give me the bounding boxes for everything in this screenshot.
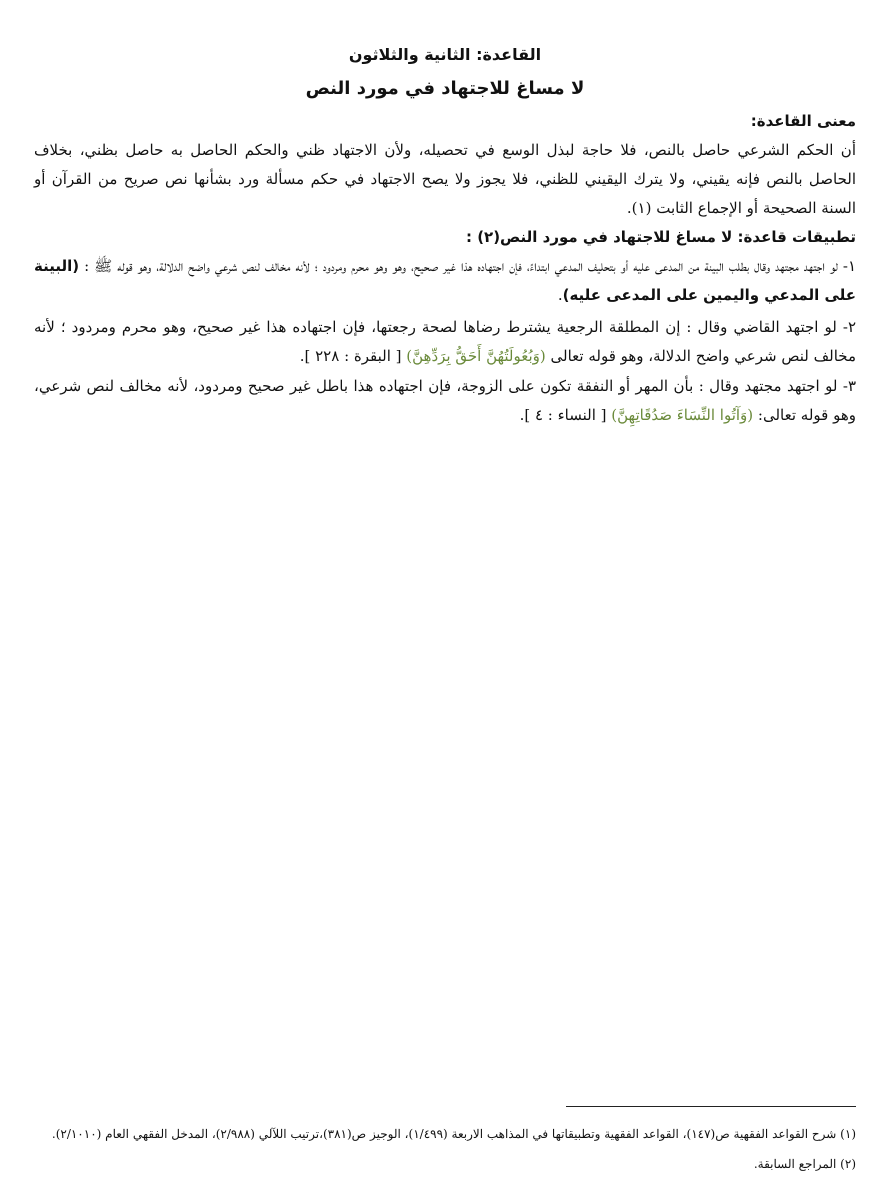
applications-section-title: تطبيقات قاعدة: لا مساغ للاجتهاد في مورد النص(٢) : bbox=[465, 228, 856, 246]
application-text: ٣- لو اجتهد مجتهد وقال : بأن المهر أو النفقة تكون على الزوجة، فإن اجتهاده هذا باطل غير صحيح ومردود، لأنه مخالف لنص شرعي، وهو قوله تعالى: bbox=[34, 377, 856, 424]
verse-reference: [ النساء : ٤ ]. bbox=[519, 406, 612, 424]
quran-verse: (وَبُعُولَتُهُنَّ أَحَقُّ بِرَدِّهِنَّ) bbox=[406, 347, 546, 365]
hadith-quote: (البينة على المدعي واليمين على المدعى عليه) bbox=[34, 257, 856, 304]
application-item-2 bbox=[34, 313, 856, 371]
application-text: ١- لو اجتهد مجتهد وقال بطلب البينة من المدعى عليه أو بتحليف المدعي ابتداءً، فإن اجتهاده هذا غير صحيح، وهو وهو محرم ومردود ؛ لأنه مخالف لنص شرعي واضح الدلالة، وهو قوله ﷺ : bbox=[79, 257, 856, 275]
rule-number-heading: القاعدة: الثانية والثلاثون bbox=[348, 45, 542, 64]
application-item-3 bbox=[34, 372, 856, 430]
application-end: . bbox=[557, 286, 563, 304]
meaning-paragraph: أن الحكم الشرعي حاصل بالنص، فلا حاجة لبذل الوسع في تحصيله، ولأن الاجتهاد ظني والحكم الحاصل به حاصل بظني، بخلاف الحاصل بالنص فإنه يقيني، ولا يترك اليقيني للظني، فلا يجوز ولا يصح الاجتهاد في حكم مسألة ورد بشأنها نص صريح من القرآن أو السنة الصحيحة أو الإجماع الثابت (١). bbox=[34, 141, 856, 217]
application-item-1 bbox=[34, 252, 856, 310]
footnote-1: (١) شرح القواعد الفقهية ص(١٤٧)، القواعد الفقهية وتطبيقاتها في المذاهب الاربعة (١/٤٩٩)، الوجيز ص(٣٨١)،ترتيب اللآلي (٢/٩٨٨)، المدخل الفقهي العام (٢/١٠١٠). bbox=[51, 1127, 856, 1141]
footnote-2: (٢) المراجع السابقة. bbox=[753, 1157, 856, 1171]
quran-verse: (وَآتُوا النِّسَاءَ صَدُقَاتِهِنَّ) bbox=[611, 406, 754, 424]
meaning-section-title: معنى القاعدة: bbox=[750, 112, 856, 130]
application-text: ٢- لو اجتهد القاضي وقال : إن المطلقة الرجعية يشترط رضاها لصحة رجعتها، فإن اجتهاده هذا غير صحيح، وهو محرم ومردود ؛ لأنه مخالف لنص شرعي واضح الدلالة، وهو قوله تعالى bbox=[34, 318, 856, 365]
footnote-divider bbox=[566, 1106, 856, 1107]
rule-title-heading: لا مساغ للاجتهاد في مورد النص bbox=[305, 78, 585, 99]
verse-reference: [ البقرة : ٢٢٨ ]. bbox=[299, 347, 407, 365]
